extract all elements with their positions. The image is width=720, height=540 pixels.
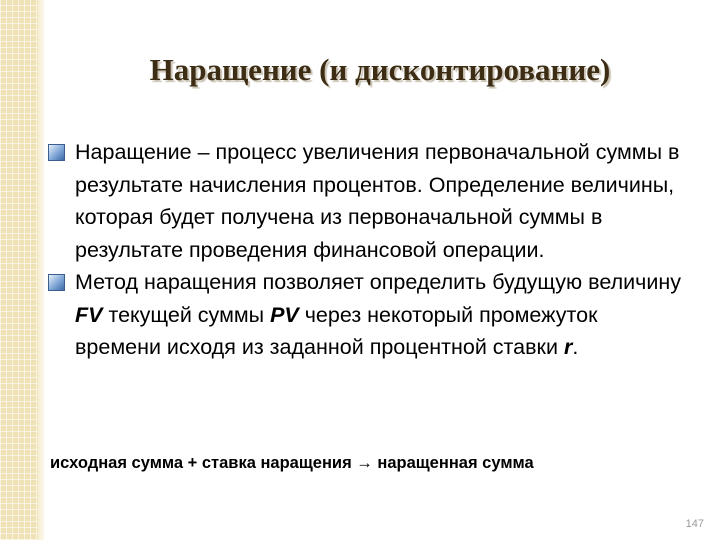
slide-content: [48, 136, 688, 364]
slide-title: Наращение (и дисконтирование): [149, 52, 611, 87]
sidebar-edge: [38, 0, 44, 540]
decorative-sidebar: [0, 0, 38, 540]
r-symbol: r: [563, 335, 573, 359]
bullet-text: [75, 266, 688, 364]
fv-symbol: FV: [75, 302, 103, 327]
bullet-text-part: Метод наращения позволяет определить будущую величину: [75, 270, 681, 294]
bullet-text-part: текущей суммы: [102, 302, 271, 327]
square-bullet-icon: [48, 144, 65, 161]
formula-line: исходная сумма + ставка наращения → наращенная сумма: [50, 454, 534, 472]
page-number: 147: [685, 518, 704, 530]
bullet-text: Наращение – процесс увеличения первоначальной суммы в результате начисления процентов. Определение величины, которая будет получена из первоначальной суммы в результате проведения финансовой операции.: [75, 140, 680, 262]
bullet-text-part: через некоторый промежуток времени исходя из заданной процентной ставки: [75, 302, 598, 359]
bullet-text-part: .: [572, 335, 579, 359]
pv-symbol: PV: [270, 302, 299, 327]
bullet-item-accrual-definition: [48, 136, 688, 266]
bullet-item-accrual-method: [48, 266, 688, 364]
square-bullet-icon: [48, 274, 65, 291]
